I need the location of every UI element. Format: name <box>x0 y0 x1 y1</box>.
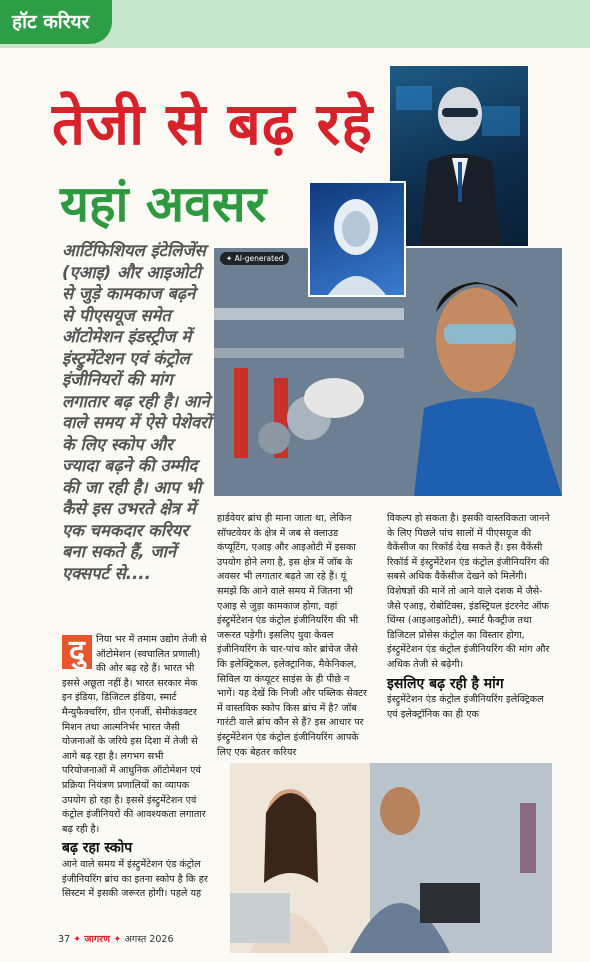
section-label: हॉट करियर <box>0 0 112 44</box>
footer <box>58 932 174 945</box>
students-photo <box>230 763 552 953</box>
issue-date: अगस्त 2026 <box>124 934 174 945</box>
intro-paragraph: आर्टिफिशियल इंटेलिजेंस (एआइ) और आइओटी से जुड़े कामकाज बढ़ने से पीएसयूज समेत ऑटोमेशन इंडस्ट्रीज में इंस्ट्रुमेंटेशन एवं कंट्रोल इंजीनियरों की मांग लगातार बढ़ रही है। आने वाले समय में ऐसे पेशेवरों के लिए स्कोप और ज्यादा बढ़ने की उम्मीद की जा रही है। आप भी कैसे इस उभरते क्षेत्र में एक चमकदार करियर बना सकते हैं, जानें एक्सपर्ट से.... <box>62 241 212 583</box>
subheading-demand: इसलिए बढ़ रही है मांग <box>387 675 504 692</box>
column-3-paragraph-1: विकल्प हो सकता है। इसकी वास्तविकता जानने के लिए पिछले पांच सालों में पीएसयूज की वैकेंसीज का रिकॉर्ड देख सकते हैं। इस वैकेंसी रिकॉर्ड में इंस्ट्रुमेंटेशन एंड कंट्रोल इंजीनियरिंग की सबसे अधिक वैकेंसीज देखने को मिलेंगी। विशेषज्ञों की मानें तो आने वाले दशक में जैसे-जैसे एआइ, रोबोटिक्स, इंडस्ट्रियल इंटरनेट ऑफ थिंग्स (आइआइओटी), स्मार्ट फैक्ट्रीज तथा डिजिटल प्रोसेस कंट्रोल का विस्तार होगा, इंस्ट्रुमेंटेशन एंड कंट्रोल इंजीनियरिंग की मांग और अधिक तेजी से बढ़ेगी। <box>387 513 550 670</box>
column-1 <box>62 633 210 902</box>
column-2 <box>217 512 367 760</box>
page-number: 37 <box>58 934 71 945</box>
subheading-scope: बढ़ रहा स्कोप <box>62 840 133 857</box>
ai-generated-badge <box>220 252 289 265</box>
column-2-paragraph-1: हार्डवेयर ब्रांच ही माना जाता था, लेकिन सॉफ्टवेयर के क्षेत्र में जब से क्लाउड कंप्यूटिंग, एआइ और आइओटी में इसका उपयोग होने लगा है, इस क्षेत्र में जॉब के अवसर भी लगातार बढ़ते जा रहे हैं। यूं समझें कि आने वाले समय में जितना भी एआइ से जुड़ा कामकाज होगा, वहां इंस्ट्रुमेंटेशन एंड कंट्रोल इंजीनियरिंग की भी जरूरत पड़ेगी। इसलिए युवा केवल इंजीनियरिंग के चार-पांच कोर ब्रांचेज जैसे कि इलेक्ट्रिकल, इलेक्ट्रानिक, मैकेनिकल, सिविल या कंप्यूटर साइंस के ही पीछे न भागें। यह देखें कि निजी और पब्लिक सेक्टर में वास्तविक स्कोप किस ब्रांच में है? जॉब गारंटी वाले ब्रांच कौन से हैं? इस आधार पर इंस्ट्रुमेंटेशन एंड कंट्रोल इंजीनियरिंग आपके लिए एक बेहतर करियर <box>217 513 367 758</box>
ai-generated-label: AI-generated <box>234 254 284 263</box>
robot-illustration <box>390 66 528 246</box>
headline-line-2: यहां अवसर <box>60 175 267 233</box>
column-3-paragraph-2: इंस्ट्रुमेंटेशन एंड कंट्रोल इंजीनियरिंग इलेक्ट्रिकल एवं इलेक्ट्रॉनिक का ही एक <box>387 694 544 720</box>
headline-line-1: तेजी से बढ़ रहे <box>52 90 374 158</box>
ai-humanoid-image <box>308 181 406 297</box>
column-3 <box>387 512 555 722</box>
publication-brand: जागरण <box>84 934 111 945</box>
plus-separator: ✦ <box>110 934 125 945</box>
sparkle-icon: ✦ <box>226 254 235 263</box>
column-1-paragraph-2: आने वाले समय में इंस्ट्रुमेंटेशन एंड कंट्रोल इंजीनियरिंग ब्रांच का इतना स्कोप है कि हर सिस्टम में इसकी जरूरत होगी। पहले यह <box>62 858 208 900</box>
plus-separator: ✦ <box>73 934 85 945</box>
column-1-paragraph-1: निया भर में तमाम उद्योग तेजी से ऑटोमेशन (स्वचालित प्रणाली) की ओर बढ़ रहे हैं। भारत भी इससे अछूता नहीं है। भारत सरकार मेक इन इंडिया, डिजिटल इंडिया, स्मार्ट मैन्युफैक्चरिंग, ग्रीन एनर्जी, सेमीकंडक्टर मिशन तथा आत्मनिर्भर भारत जैसी योजनाओं के जरिये इस दिशा में तेजी से आगे बढ़ रहा है। लगभग सभी परियोजनाओं में आधुनिक ऑटोमेशन एवं प्रक्रिया नियंत्रण प्रणालियों का व्यापक उपयोग हो रहा है। इससे इंस्ट्रुमेंटेशन एवं कंट्रोल इंजीनियरों की आवश्यकता लगातार बढ़ रही है। <box>62 634 207 835</box>
drop-cap: दु <box>62 635 92 669</box>
